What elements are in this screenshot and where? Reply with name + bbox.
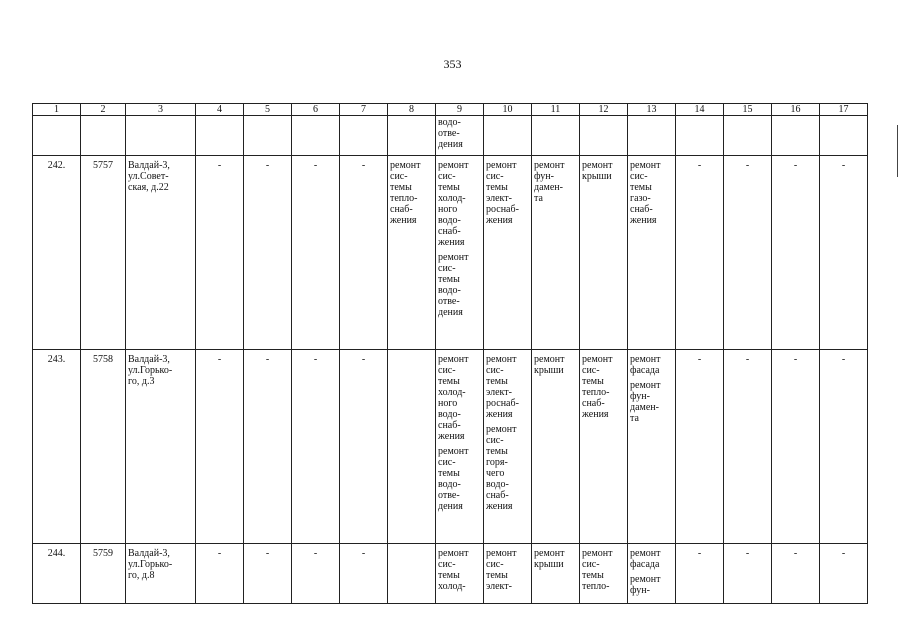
dash-cell-entry: - xyxy=(841,354,846,365)
object-code xyxy=(81,156,126,350)
cell-empty xyxy=(33,116,81,156)
column-header: 4 xyxy=(196,104,244,116)
dash-cell xyxy=(244,350,292,544)
dash-cell xyxy=(244,544,292,604)
table-row xyxy=(33,544,868,604)
object-code xyxy=(81,350,126,544)
cell-c11 xyxy=(532,544,580,604)
dash-cell xyxy=(724,350,772,544)
dash-cell-entry: - xyxy=(697,160,702,171)
dash-cell-entry: - xyxy=(313,548,318,559)
cell-empty xyxy=(292,116,340,156)
table-row xyxy=(33,156,868,350)
cell-empty xyxy=(244,116,292,156)
object-code-entry: 5757 xyxy=(93,160,113,171)
margin-line xyxy=(897,125,898,177)
dash-cell-entry: - xyxy=(361,354,366,365)
cell-c13-entry: ремонт сис- темы газо- снаб- жения xyxy=(630,160,661,226)
row-number xyxy=(33,156,81,350)
page-number: 353 xyxy=(443,57,462,71)
cell-c13-entry: ремонт фасада xyxy=(630,354,661,376)
cell-c10-entry: ремонт сис- темы элект- xyxy=(486,548,517,592)
dash-cell xyxy=(676,544,724,604)
column-header: 9 xyxy=(436,104,484,116)
column-header: 13 xyxy=(628,104,676,116)
dash-cell-entry: - xyxy=(745,548,750,559)
cell-empty xyxy=(724,116,772,156)
cell-c8 xyxy=(388,156,436,350)
cell-c10 xyxy=(484,544,532,604)
continuation-row xyxy=(33,116,868,156)
dash-cell-entry: - xyxy=(793,354,798,365)
cell-c11-entry: ремонт фун- дамен- та xyxy=(534,160,565,204)
dash-cell-entry: - xyxy=(745,354,750,365)
cell-c10 xyxy=(484,350,532,544)
cell-c13-entry: ремонт фун- дамен- та xyxy=(630,380,661,424)
dash-cell xyxy=(340,350,388,544)
dash-cell xyxy=(820,156,868,350)
cell-c9-entry: ремонт сис- темы холод- ного водо- снаб- жения xyxy=(438,160,469,248)
dash-cell-entry: - xyxy=(793,160,798,171)
header-row xyxy=(33,104,868,116)
column-header: 1 xyxy=(33,104,81,116)
cell-empty xyxy=(126,116,196,156)
cell-c9 xyxy=(436,156,484,350)
dash-cell xyxy=(292,156,340,350)
column-header: 5 xyxy=(244,104,292,116)
cell-empty xyxy=(196,116,244,156)
cell-c9 xyxy=(436,544,484,604)
dash-cell-entry: - xyxy=(265,160,270,171)
column-header: 7 xyxy=(340,104,388,116)
dash-cell xyxy=(820,544,868,604)
dash-cell xyxy=(196,350,244,544)
dash-cell-entry: - xyxy=(361,548,366,559)
cell-empty xyxy=(532,116,580,156)
cell-c12 xyxy=(580,544,628,604)
cell-c10-entry: ремонт сис- темы горя- чего водо- снаб- жения xyxy=(486,424,517,512)
column-header: 15 xyxy=(724,104,772,116)
address-entry: Валдай-3, ул.Горько- го, д.3 xyxy=(128,354,173,387)
column-header: 16 xyxy=(772,104,820,116)
dash-cell-entry: - xyxy=(841,160,846,171)
dash-cell xyxy=(772,350,820,544)
cell-c10 xyxy=(484,156,532,350)
cell-c10-entry: ремонт сис- темы элект- роснаб- жения xyxy=(486,354,519,420)
row-number-entry: 243. xyxy=(47,354,66,365)
dash-cell xyxy=(676,350,724,544)
cell-c9-entry: ремонт сис- темы водо- отве- дения xyxy=(438,252,469,318)
dash-cell xyxy=(772,156,820,350)
column-header: 12 xyxy=(580,104,628,116)
dash-cell xyxy=(724,156,772,350)
dash-cell xyxy=(196,544,244,604)
column-header: 8 xyxy=(388,104,436,116)
object-code xyxy=(81,544,126,604)
cell-c13 xyxy=(628,156,676,350)
dash-cell xyxy=(676,156,724,350)
cell-c13 xyxy=(628,350,676,544)
cell-c10-entry: ремонт сис- темы элект- роснаб- жения xyxy=(486,160,519,226)
dash-cell-entry: - xyxy=(745,160,750,171)
address xyxy=(126,350,196,544)
cell-empty xyxy=(820,116,868,156)
address xyxy=(126,544,196,604)
dash-cell-entry: - xyxy=(697,354,702,365)
cell-c9-entry: ремонт сис- темы холод- xyxy=(438,548,469,592)
dash-cell-entry: - xyxy=(361,160,366,171)
cell-c13-entry: ремонт фасада xyxy=(630,548,661,570)
cell-empty xyxy=(388,116,436,156)
row-number-entry: 244. xyxy=(47,548,66,559)
cell-c12 xyxy=(580,350,628,544)
cell-c9 xyxy=(436,350,484,544)
row-number-entry: 242. xyxy=(47,160,66,171)
dash-cell-entry: - xyxy=(313,160,318,171)
cell-c11 xyxy=(532,156,580,350)
cell-empty xyxy=(676,116,724,156)
column-header: 2 xyxy=(81,104,126,116)
dash-cell xyxy=(340,156,388,350)
dash-cell-entry: - xyxy=(265,354,270,365)
column-header: 10 xyxy=(484,104,532,116)
column-header: 11 xyxy=(532,104,580,116)
dash-cell xyxy=(772,544,820,604)
cell-c8-entry: ремонт сис- темы тепло- снаб- жения xyxy=(390,160,421,226)
dash-cell xyxy=(292,350,340,544)
cell-empty xyxy=(772,116,820,156)
cell-empty xyxy=(81,116,126,156)
dash-cell-entry: - xyxy=(313,354,318,365)
column-header: 14 xyxy=(676,104,724,116)
dash-cell-entry: - xyxy=(265,548,270,559)
row-number xyxy=(33,544,81,604)
cell-col9 xyxy=(436,116,484,156)
cell-c11-entry: ремонт крыши xyxy=(534,548,565,570)
dash-cell xyxy=(196,156,244,350)
cell-c12 xyxy=(580,156,628,350)
cell-c12-entry: ремонт крыши xyxy=(582,160,613,182)
cell-c12-entry: ремонт сис- темы тепло- xyxy=(582,548,613,592)
table-row xyxy=(33,350,868,544)
column-header: 17 xyxy=(820,104,868,116)
dash-cell-entry: - xyxy=(217,548,222,559)
dash-cell-entry: - xyxy=(793,548,798,559)
cell-c9-entry: ремонт сис- темы холод- ного водо- снаб- жения xyxy=(438,354,469,442)
cell-c12-entry: ремонт сис- темы тепло- снаб- жения xyxy=(582,354,613,420)
dash-cell xyxy=(820,350,868,544)
column-header: 3 xyxy=(126,104,196,116)
object-code-entry: 5759 xyxy=(93,548,113,559)
cell-empty xyxy=(340,116,388,156)
cell-empty xyxy=(484,116,532,156)
cell-c13 xyxy=(628,544,676,604)
cell-col9-entry: водо- отве- дения xyxy=(438,117,463,150)
dash-cell-entry: - xyxy=(217,160,222,171)
dash-cell xyxy=(724,544,772,604)
repair-table xyxy=(32,103,868,604)
address xyxy=(126,156,196,350)
cell-empty xyxy=(628,116,676,156)
cell-c13-entry: ремонт фун- xyxy=(630,574,661,596)
object-code-entry: 5758 xyxy=(93,354,113,365)
dash-cell xyxy=(244,156,292,350)
dash-cell-entry: - xyxy=(217,354,222,365)
cell-c9-entry: ремонт сис- темы водо- отве- дения xyxy=(438,446,469,512)
dash-cell xyxy=(292,544,340,604)
cell-c8 xyxy=(388,350,436,544)
dash-cell xyxy=(340,544,388,604)
row-number xyxy=(33,350,81,544)
dash-cell-entry: - xyxy=(697,548,702,559)
cell-empty xyxy=(580,116,628,156)
cell-c11 xyxy=(532,350,580,544)
address-entry: Валдай-3, ул.Совет- ская, д.22 xyxy=(128,160,170,193)
cell-c8 xyxy=(388,544,436,604)
address-entry: Валдай-3, ул.Горько- го, д.8 xyxy=(128,548,173,581)
cell-c11-entry: ремонт крыши xyxy=(534,354,565,376)
dash-cell-entry: - xyxy=(841,548,846,559)
column-header: 6 xyxy=(292,104,340,116)
